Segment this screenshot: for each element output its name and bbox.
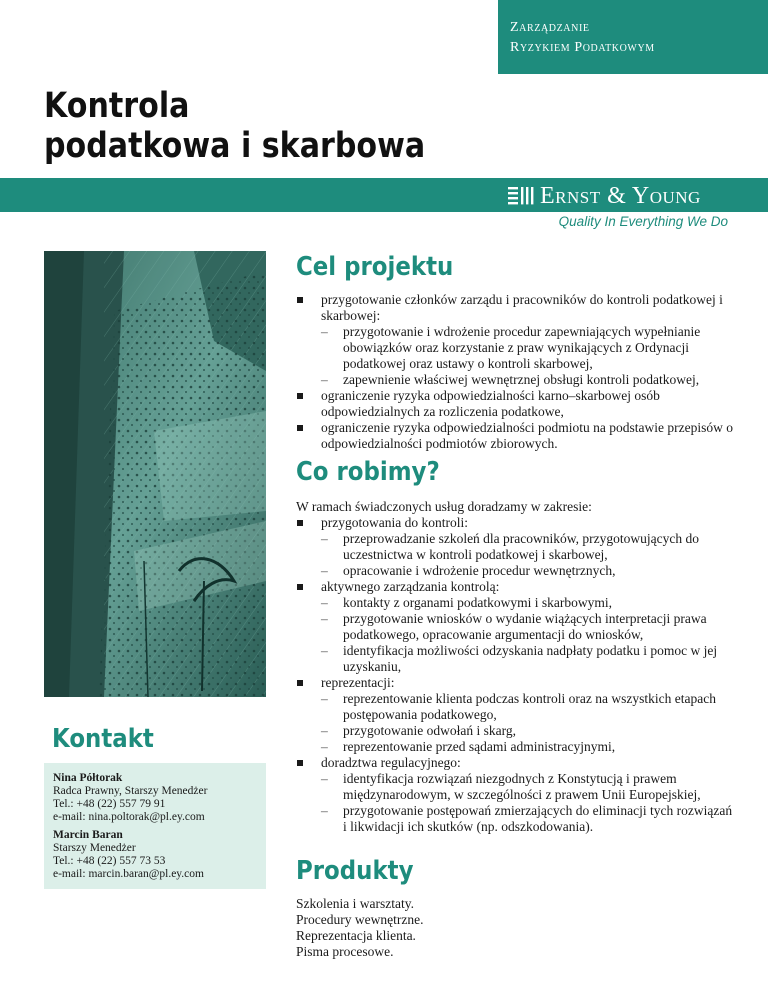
contact-phone: Tel.: +48 (22) 557 73 53 bbox=[53, 855, 166, 867]
product-item: Procedury wewnętrzne. bbox=[296, 912, 424, 927]
street-photo bbox=[44, 251, 266, 697]
street-photo-graphic bbox=[44, 251, 266, 697]
sub-list-item: – przygotowanie wniosków o wydanie wiążących interpretacji prawa podatkowego, opracowanie argumentacji do wniosków, bbox=[321, 611, 736, 643]
sub-list-item: – zapewnienie właściwej wewnętrznej obsługi kontroli podatkowej, bbox=[321, 372, 736, 388]
list-item: przygotowania do kontroli: – przeprowadzanie szkoleń dla pracowników, przygotowujących do uczestnictwa w kontroli podatkowej i skarbowej, – opracowanie i wdrożenie procedur wewnętrznych, bbox=[296, 515, 736, 579]
sub-list-item: – przygotowanie i wdrożenie procedur zapewniających wypełnianie obowiązków oraz korzystanie z praw wynikających z Ordynacji podatkowej oraz ustawy o kontroli skarbowej, bbox=[321, 324, 736, 372]
sub-list-item: – przeprowadzanie szkoleń dla pracowników, przygotowujących do uczestnictwa w kontroli podatkowej i skarbowej, bbox=[321, 531, 736, 563]
contact-phone: Tel.: +48 (22) 557 79 91 bbox=[53, 798, 166, 810]
page-title-line2: podatkowa i skarbowa bbox=[44, 126, 426, 166]
contact-person bbox=[53, 772, 207, 824]
sub-list-item: – identyfikacja rozwiązań niezgodnych z Konstytucją i prawem międzynarodowym, w szczególności z prawem Unii Europejskiej, bbox=[321, 771, 736, 803]
series-label-box bbox=[498, 0, 768, 74]
contact-email[interactable]: e-mail: marcin.baran@pl.ey.com bbox=[53, 868, 204, 880]
tagline: Quality In Everything We Do bbox=[558, 214, 728, 229]
product-item: Szkolenia i warsztaty. bbox=[296, 896, 414, 911]
sub-list-item: – reprezentowanie przed sądami administracyjnymi, bbox=[321, 739, 736, 755]
list-item: ograniczenie ryzyka odpowiedzialności karno–skarbowej osób odpowiedzialnych za rozliczenia podatkowe, bbox=[296, 388, 736, 420]
sub-list-item: – przygotowanie postępowań zmierzających do eliminacji tych rozwiązań i likwidacji ich skutków (np. odszkodowania). bbox=[321, 803, 736, 835]
contact-role: Radca Prawny, Starszy Menedżer bbox=[53, 785, 208, 797]
series-label-line1: Zarządzanie bbox=[510, 20, 590, 35]
sub-list-item: – opracowanie i wdrożenie procedur wewnętrznych, bbox=[321, 563, 736, 579]
section-body-robimy bbox=[296, 499, 736, 835]
section-body-cel bbox=[296, 292, 736, 452]
contact-heading: Kontakt bbox=[52, 724, 154, 754]
contact-role: Starszy Menedżer bbox=[53, 842, 136, 854]
section-heading-cel: Cel projektu bbox=[296, 252, 454, 282]
company-logo-text: Ernst & Young bbox=[540, 182, 701, 209]
sub-list-item: – identyfikacja możliwości odzyskania nadpłaty podatku i pomoc w jej uzyskaniu, bbox=[321, 643, 736, 675]
sub-list-item: – przygotowanie odwołań i skarg, bbox=[321, 723, 736, 739]
ey-logo-mark-icon bbox=[508, 185, 534, 207]
company-logo bbox=[508, 183, 701, 209]
contact-email[interactable]: e-mail: nina.poltorak@pl.ey.com bbox=[53, 811, 205, 823]
page-title bbox=[44, 86, 425, 166]
contact-box bbox=[44, 763, 266, 889]
list-item: reprezentacji: – reprezentowanie klienta podczas kontroli oraz na wszystkich etapach postępowania podatkowego, – przygotowanie odwołań i skarg, – reprezentowanie przed sądami administracyjnymi, bbox=[296, 675, 736, 755]
contact-name: Marcin Baran bbox=[53, 829, 123, 841]
list-item: aktywnego zarządzania kontrolą: – kontakty z organami podatkowymi i skarbowymi, – przygotowanie wniosków o wydanie wiążących interpretacji prawa podatkowego, opracowanie argumentacji do wniosków, – identyfikacja możliwości odzyskania nadpłaty podatku i pomoc w jej uzyskaniu, bbox=[296, 579, 736, 675]
list-item: doradztwa regulacyjnego: – identyfikacja rozwiązań niezgodnych z Konstytucją i prawem międzynarodowym, w szczególności z prawem Unii Europejskiej, – przygotowanie postępowań zmierzających do eliminacji tych rozwiązań i likwidacji ich skutków (np. odszkodowania). bbox=[296, 755, 736, 835]
series-label-line2: Ryzykiem Podatkowym bbox=[510, 40, 655, 55]
product-item: Reprezentacja klienta. bbox=[296, 928, 416, 943]
section-heading-produkty: Produkty bbox=[296, 856, 414, 886]
sub-list-item: – reprezentowanie klienta podczas kontroli oraz na wszystkich etapach postępowania podatkowego, bbox=[321, 691, 736, 723]
sub-list-item: – kontakty z organami podatkowymi i skarbowymi, bbox=[321, 595, 736, 611]
section-heading-robimy: Co robimy? bbox=[296, 457, 440, 487]
product-item: Pisma procesowe. bbox=[296, 944, 394, 959]
section-intro: W ramach świadczonych usług doradzamy w zakresie: bbox=[296, 499, 592, 514]
section-body-produkty bbox=[296, 896, 736, 960]
page-title-line1: Kontrola bbox=[44, 86, 190, 126]
list-item: przygotowanie członków zarządu i pracowników do kontroli podatkowej i skarbowej: – przygotowanie i wdrożenie procedur zapewniających wypełnianie obowiązków oraz korzystanie z praw wynikających z Ordynacji podatkowej oraz ustawy o kontroli skarbowej, – zapewnienie właściwej wewnętrznej obsługi kontroli podatkowej, bbox=[296, 292, 736, 388]
contact-person bbox=[53, 829, 204, 881]
contact-name: Nina Półtorak bbox=[53, 772, 123, 784]
list-item: ograniczenie ryzyka odpowiedzialności podmiotu na podstawie przepisów o odpowiedzialności podmiotów zbiorowych. bbox=[296, 420, 736, 452]
